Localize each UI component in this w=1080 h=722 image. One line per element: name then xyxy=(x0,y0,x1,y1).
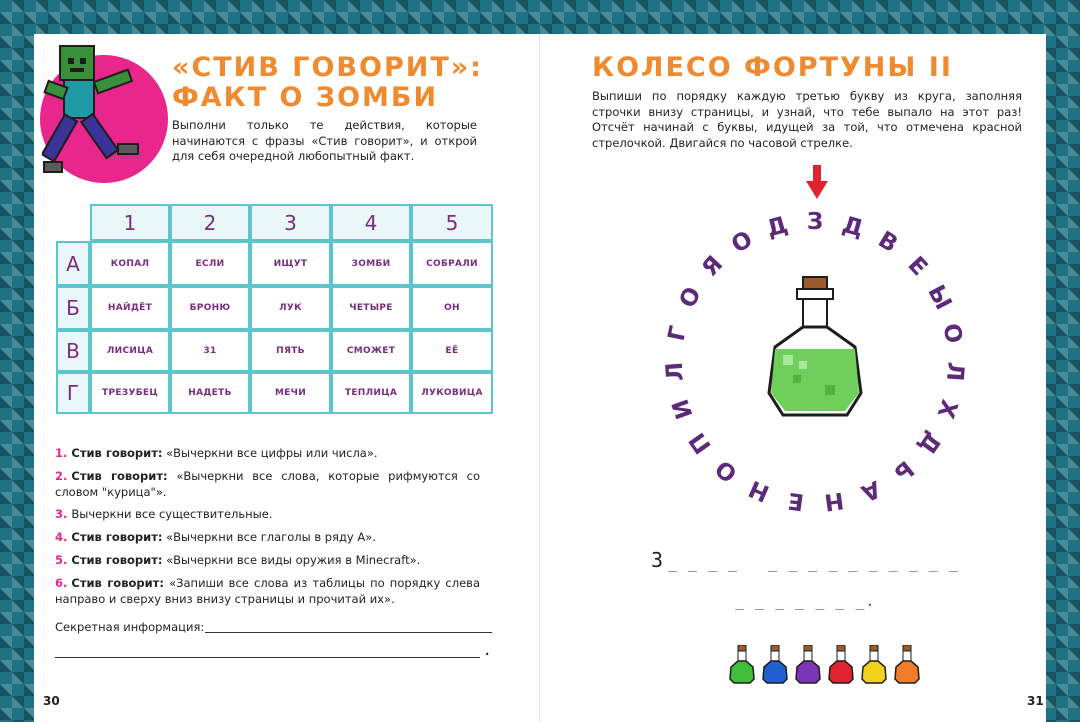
potion-icon xyxy=(730,645,754,683)
task-lead: Стив говорит: xyxy=(71,553,163,567)
table-cell: СМОЖЕТ xyxy=(331,330,411,372)
wheel-letter: В xyxy=(873,226,902,259)
task-lead: Стив говорит: xyxy=(71,576,164,590)
wheel-letter: З xyxy=(806,209,824,235)
table-row-header-b: Б xyxy=(56,286,90,330)
table-row-header-a: А xyxy=(56,241,90,286)
table-cell: ЧЕТЫРЕ xyxy=(331,286,411,330)
table-row-header-v: В xyxy=(56,330,90,372)
wheel-letter: Н xyxy=(822,486,846,515)
table-cell: 31 xyxy=(170,330,250,372)
task-lead: Стив говорит: xyxy=(71,469,168,483)
secret-info-line-2[interactable] xyxy=(55,657,480,658)
task-text: «Вычеркни все глаголы в ряду А». xyxy=(166,530,376,544)
table-cell: ЕЁ xyxy=(411,330,493,372)
wheel-letter: Д xyxy=(912,426,946,459)
wheel-letter: Г xyxy=(663,323,693,344)
wheel-letter: Я xyxy=(697,251,729,282)
wheel-letter: О xyxy=(710,454,743,487)
task-number: 5. xyxy=(55,553,68,567)
task-number: 6. xyxy=(55,576,68,590)
left-title-line1: «СТИВ ГОВОРИТ»: xyxy=(172,52,483,83)
left-title-line2: ФАКТ О ЗОМБИ xyxy=(172,82,439,113)
table-cell: ИЩУТ xyxy=(250,241,331,286)
table-cell: ПЯТЬ xyxy=(250,330,331,372)
task-text: Вычеркни все существительные. xyxy=(71,507,273,521)
table-cell: МЕЧИ xyxy=(250,372,331,414)
wheel-letter: П xyxy=(684,427,717,459)
potion-icon xyxy=(862,645,886,683)
potion-row xyxy=(726,645,926,685)
wheel-letter: Н xyxy=(745,474,774,507)
task-text: «Вычеркни все цифры или числа». xyxy=(166,446,378,460)
wheel-letter: Д xyxy=(763,211,791,243)
table-cell: ЛИСИЦА xyxy=(90,330,170,372)
table-col-header-3: 3 xyxy=(250,204,331,241)
task-item-4 xyxy=(55,529,480,545)
answer-line-1[interactable]: _ _ _ _ _ _ _ _ _ _ _ _ _ _ xyxy=(668,554,959,572)
potion-icon xyxy=(796,645,820,683)
zombie-illustration xyxy=(42,40,167,185)
potion-icon xyxy=(829,645,853,683)
wheel-letter: Е xyxy=(902,251,933,282)
table-cell: ОН xyxy=(411,286,493,330)
secret-info-label: Секретная информация: xyxy=(55,620,205,634)
task-number: 3. xyxy=(55,507,68,521)
wheel-letter: Е xyxy=(786,486,806,515)
table-cell: ТЕПЛИЦА xyxy=(331,372,411,414)
table-cell: ЗОМБИ xyxy=(331,241,411,286)
wheel-letter: Д xyxy=(839,211,867,243)
task-item-1 xyxy=(55,445,480,461)
table-row-header-g: Г xyxy=(56,372,90,414)
table-cell: ЕСЛИ xyxy=(170,241,250,286)
wheel-letter: О xyxy=(674,282,707,313)
table-cell: КОПАЛ xyxy=(90,241,170,286)
wheel-letter: Ы xyxy=(922,281,957,315)
table-cell: ТРЕЗУБЕЦ xyxy=(90,372,170,414)
task-lead: Стив говорит: xyxy=(71,446,163,460)
secret-info-end-dot: . xyxy=(485,644,490,658)
potion-bottle-illustration xyxy=(763,275,867,421)
table-col-header-2: 2 xyxy=(170,204,250,241)
wheel-letter: Л xyxy=(941,361,969,382)
table-cell: СОБРАЛИ xyxy=(411,241,493,286)
start-arrow-icon xyxy=(806,165,828,201)
task-item-3 xyxy=(55,506,480,522)
answer-line-2[interactable]: _ _ _ _ _ _ _. xyxy=(735,592,876,610)
table-col-header-1: 1 xyxy=(90,204,170,241)
task-text: «Вычеркни все слова, которые рифмуются со словом "курица"». xyxy=(55,469,480,499)
task-text: «Запиши все слова из таблицы по порядку слева направо и сверху вниз внизу страницы и прочитай их». xyxy=(55,576,480,606)
left-intro: Выполни только те действия, которые начинаются с фразы «Стив говорит», и открой для себя очередной любопытный факт. xyxy=(172,118,477,163)
table-col-header-5: 5 xyxy=(411,204,493,241)
table-cell: ЛУКОВИЦА xyxy=(411,372,493,414)
right-intro: Выпиши по порядку каждую третью букву из круга, заполняя строчки внизу страницы, и узнай, что тебе выпало на этот раз! Отсчёт начинай с буквы, идущей за той, что отмечена красной стрелочкой. Двигайся по часовой стрелке. xyxy=(592,89,1022,150)
wheel-letter: О xyxy=(937,321,967,346)
wheel-letter: Х xyxy=(931,396,963,422)
potion-icon xyxy=(895,645,919,683)
task-text: «Вычеркни все виды оружия в Minecraft». xyxy=(166,553,421,567)
wheel-letter: И xyxy=(667,395,699,423)
page-gutter xyxy=(539,34,540,722)
answer-first-letter: З xyxy=(651,548,665,572)
task-item-5 xyxy=(55,552,480,568)
table-cell: НАЙДЁТ xyxy=(90,286,170,330)
wheel-letter: О xyxy=(727,226,758,259)
task-item-2 xyxy=(55,468,480,500)
task-item-6 xyxy=(55,575,480,607)
wheel-letter: А xyxy=(857,474,885,506)
page-number-right: 31 xyxy=(1027,694,1044,708)
page-number-left: 30 xyxy=(43,694,60,708)
secret-info-line-1[interactable] xyxy=(205,632,492,633)
task-number: 4. xyxy=(55,530,68,544)
table-col-header-4: 4 xyxy=(331,204,411,241)
task-number: 2. xyxy=(55,469,68,483)
table-cell: ЛУК xyxy=(250,286,331,330)
wheel-letter: Ь xyxy=(888,454,919,487)
table-cell: БРОНЮ xyxy=(170,286,250,330)
wheel-letter: Л xyxy=(661,361,689,382)
potion-icon xyxy=(763,645,787,683)
table-cell: НАДЕТЬ xyxy=(170,372,250,414)
task-lead: Стив говорит: xyxy=(71,530,163,544)
right-title: КОЛЕСО ФОРТУНЫ II xyxy=(592,52,953,83)
task-number: 1. xyxy=(55,446,68,460)
